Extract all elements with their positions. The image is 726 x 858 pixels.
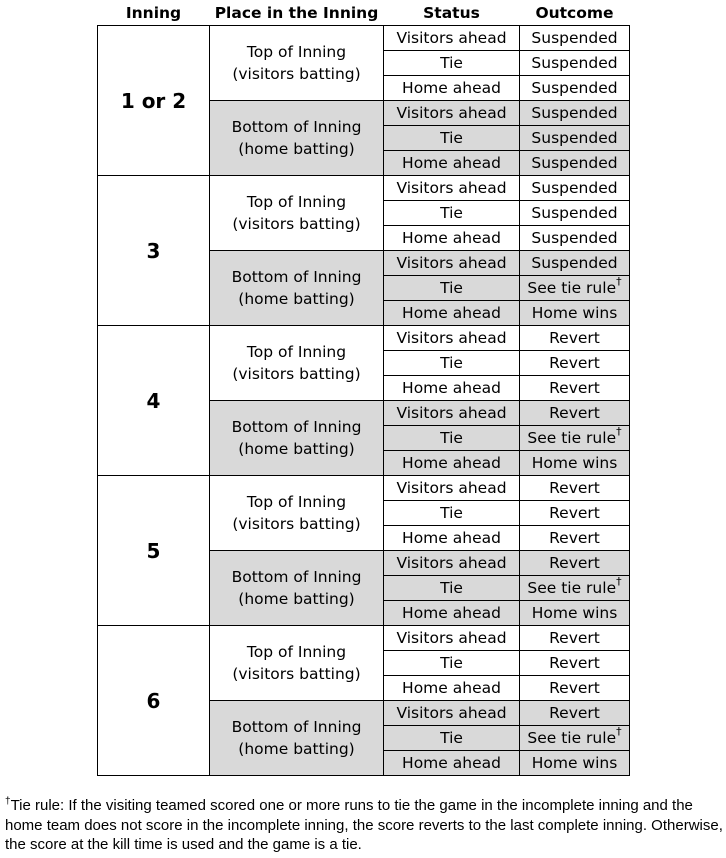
status-cell: Visitors ahead — [384, 176, 520, 201]
outcome-text: Home wins — [531, 454, 618, 472]
outcome-cell — [520, 501, 630, 526]
outcome-cell — [520, 601, 630, 626]
place-title: Bottom of Inning — [231, 118, 362, 136]
outcome-text: Revert — [549, 679, 600, 697]
outcome-cell — [520, 451, 630, 476]
status-cell: Home ahead — [384, 376, 520, 401]
outcome-cell — [520, 476, 630, 501]
place-title: Top of Inning — [246, 493, 347, 511]
table-body — [98, 26, 630, 776]
status-cell: Tie — [384, 51, 520, 76]
outcome-text: Suspended — [531, 229, 618, 247]
outcome-cell — [520, 626, 630, 651]
place-top-of-inning — [210, 26, 384, 101]
status-cell: Home ahead — [384, 526, 520, 551]
outcome-text: Revert — [549, 629, 600, 647]
status-cell: Tie — [384, 201, 520, 226]
outcome-cell — [520, 301, 630, 326]
outcome-text: Suspended — [531, 129, 618, 147]
outcome-text: Suspended — [531, 29, 618, 47]
outcome-cell — [520, 126, 630, 151]
place-subtitle: (home batting) — [238, 740, 355, 758]
status-cell: Home ahead — [384, 226, 520, 251]
status-cell: Tie — [384, 126, 520, 151]
dagger-mark: † — [616, 274, 622, 288]
place-title: Top of Inning — [246, 643, 347, 661]
outcome-cell — [520, 251, 630, 276]
place-bottom-of-inning — [210, 701, 384, 776]
outcome-text: Home wins — [531, 304, 618, 322]
status-cell: Visitors ahead — [384, 401, 520, 426]
place-top-of-inning — [210, 326, 384, 401]
dagger-mark: † — [616, 424, 622, 438]
outcome-text: See tie rule — [527, 579, 617, 597]
place-title: Top of Inning — [246, 193, 347, 211]
outcome-cell — [520, 401, 630, 426]
place-title: Top of Inning — [246, 43, 347, 61]
outcome-cell — [520, 676, 630, 701]
place-subtitle: (home batting) — [238, 140, 355, 158]
status-cell: Visitors ahead — [384, 476, 520, 501]
outcome-cell — [520, 76, 630, 101]
status-cell: Home ahead — [384, 76, 520, 101]
place-subtitle: (visitors batting) — [232, 515, 361, 533]
status-cell: Tie — [384, 351, 520, 376]
outcome-text: Revert — [549, 479, 600, 497]
outcome-cell — [520, 201, 630, 226]
outcome-text: Suspended — [531, 204, 618, 222]
place-top-of-inning — [210, 476, 384, 551]
outcome-cell — [520, 26, 630, 51]
status-cell: Tie — [384, 576, 520, 601]
outcome-cell — [520, 376, 630, 401]
table-row — [98, 476, 630, 501]
place-subtitle: (home batting) — [238, 440, 355, 458]
outcome-text: Revert — [549, 329, 600, 347]
place-subtitle: (visitors batting) — [232, 365, 361, 383]
place-bottom-of-inning — [210, 251, 384, 326]
outcome-text: Revert — [549, 504, 600, 522]
table-row — [98, 26, 630, 51]
outcome-cell — [520, 701, 630, 726]
place-subtitle: (visitors batting) — [232, 65, 361, 83]
outcome-text: Revert — [549, 704, 600, 722]
outcome-cell — [520, 276, 630, 301]
outcome-cell — [520, 101, 630, 126]
outcome-cell — [520, 326, 630, 351]
suspension-rules-table — [97, 0, 630, 776]
outcome-cell — [520, 576, 630, 601]
status-cell: Visitors ahead — [384, 701, 520, 726]
place-subtitle: (visitors batting) — [232, 665, 361, 683]
outcome-cell — [520, 551, 630, 576]
status-cell: Home ahead — [384, 601, 520, 626]
status-cell: Home ahead — [384, 451, 520, 476]
outcome-text: Revert — [549, 654, 600, 672]
place-title: Bottom of Inning — [231, 418, 362, 436]
header-status: Status — [423, 3, 480, 22]
outcome-cell — [520, 426, 630, 451]
outcome-cell — [520, 176, 630, 201]
outcome-text: Revert — [549, 529, 600, 547]
place-bottom-of-inning — [210, 101, 384, 176]
header-outcome: Outcome — [535, 3, 614, 22]
outcome-cell — [520, 651, 630, 676]
status-cell: Visitors ahead — [384, 626, 520, 651]
place-subtitle: (visitors batting) — [232, 215, 361, 233]
outcome-text: Home wins — [531, 604, 618, 622]
status-cell: Tie — [384, 276, 520, 301]
place-title: Bottom of Inning — [231, 718, 362, 736]
status-cell: Tie — [384, 501, 520, 526]
inning-label: 4 — [98, 326, 210, 476]
outcome-cell — [520, 751, 630, 776]
status-cell: Visitors ahead — [384, 551, 520, 576]
outcome-text: Suspended — [531, 104, 618, 122]
outcome-text: See tie rule — [527, 429, 617, 447]
place-top-of-inning — [210, 176, 384, 251]
inning-label: 1 or 2 — [98, 26, 210, 176]
place-title: Bottom of Inning — [231, 568, 362, 586]
table-row — [98, 326, 630, 351]
place-bottom-of-inning — [210, 551, 384, 626]
header-place: Place in the Inning — [214, 3, 379, 22]
outcome-text: Suspended — [531, 79, 618, 97]
outcome-text: Suspended — [531, 179, 618, 197]
status-cell: Home ahead — [384, 676, 520, 701]
status-cell: Tie — [384, 726, 520, 751]
status-cell: Visitors ahead — [384, 251, 520, 276]
outcome-text: See tie rule — [527, 279, 617, 297]
dagger-mark: † — [616, 574, 622, 588]
outcome-cell — [520, 526, 630, 551]
outcome-text: Revert — [549, 554, 600, 572]
outcome-text: Suspended — [531, 154, 618, 172]
outcome-text: See tie rule — [527, 729, 617, 747]
place-bottom-of-inning — [210, 401, 384, 476]
footnote-text: Tie rule: If the visiting teamed scored one or more runs to tie the game in the incomplete inning and the home team does not score in the incomplete inning, the score reverts to the last complete inning. Otherwise, the score at the kill time is used and the game is a tie. — [5, 797, 723, 853]
status-cell: Home ahead — [384, 751, 520, 776]
status-cell: Tie — [384, 651, 520, 676]
header-inning: Inning — [125, 3, 182, 22]
outcome-text: Revert — [549, 354, 600, 372]
place-title: Bottom of Inning — [231, 268, 362, 286]
outcome-text: Suspended — [531, 54, 618, 72]
table-row — [98, 176, 630, 201]
status-cell: Tie — [384, 426, 520, 451]
outcome-text: Revert — [549, 379, 600, 397]
inning-label: 3 — [98, 176, 210, 326]
status-cell: Visitors ahead — [384, 326, 520, 351]
outcome-text: Suspended — [531, 254, 618, 272]
outcome-text: Revert — [549, 404, 600, 422]
status-cell: Home ahead — [384, 151, 520, 176]
tie-rule-footnote — [5, 796, 723, 855]
inning-label: 6 — [98, 626, 210, 776]
place-subtitle: (home batting) — [238, 290, 355, 308]
inning-label: 5 — [98, 476, 210, 626]
status-cell: Visitors ahead — [384, 101, 520, 126]
footnote-dagger: † — [5, 796, 11, 807]
outcome-cell — [520, 51, 630, 76]
outcome-cell — [520, 151, 630, 176]
outcome-cell — [520, 726, 630, 751]
outcome-cell — [520, 226, 630, 251]
outcome-cell — [520, 351, 630, 376]
status-cell: Visitors ahead — [384, 26, 520, 51]
place-top-of-inning — [210, 626, 384, 701]
place-subtitle: (home batting) — [238, 590, 355, 608]
header-row — [98, 0, 630, 26]
table-row — [98, 626, 630, 651]
dagger-mark: † — [616, 724, 622, 738]
place-title: Top of Inning — [246, 343, 347, 361]
status-cell: Home ahead — [384, 301, 520, 326]
outcome-text: Home wins — [531, 754, 618, 772]
